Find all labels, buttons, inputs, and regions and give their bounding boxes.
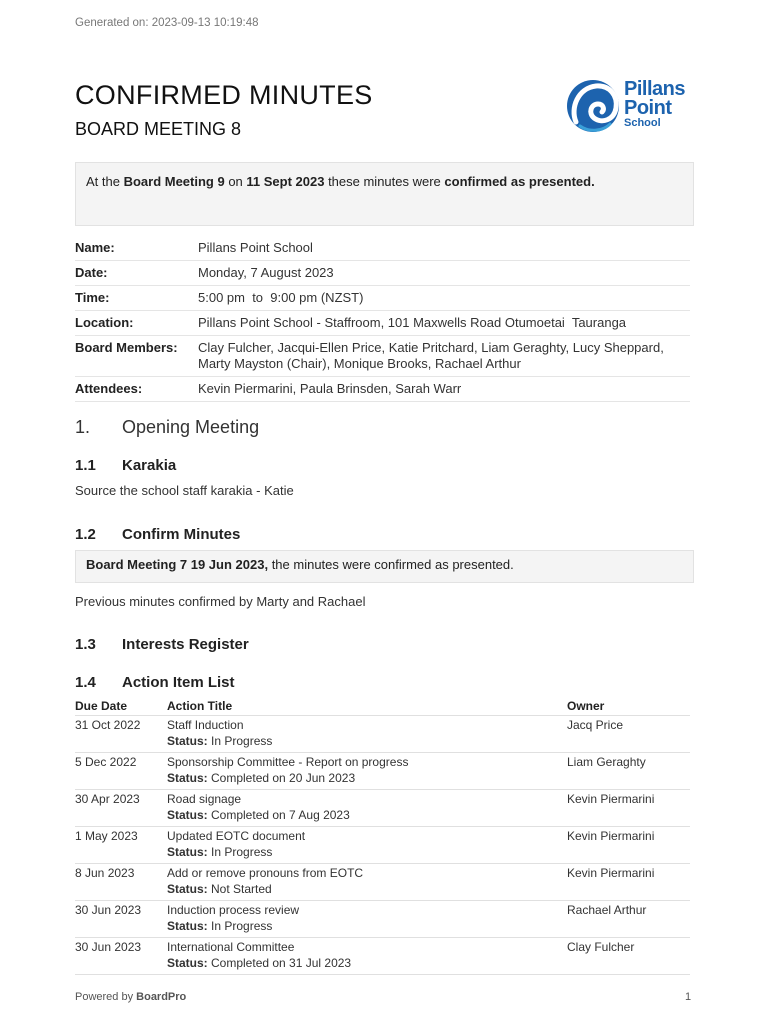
table-row <box>75 938 690 975</box>
column-header-due-date: Due Date <box>75 698 167 716</box>
meta-value: Pillans Point School - Staffroom, 101 Maxwells Road Otumoetai Tauranga <box>198 315 627 330</box>
action-title-cell: International Committee Status: Completed on 31 Jul 2023 <box>167 938 567 975</box>
meta-key: Board Members: <box>75 340 178 355</box>
meta-value: Monday, 7 August 2023 <box>198 265 334 280</box>
table-row <box>75 790 690 827</box>
logo-text-line1: Pillans <box>624 78 685 100</box>
meta-key: Name: <box>75 240 115 255</box>
logo-text-line3: School <box>624 117 661 129</box>
logo-text-line2: Point <box>624 97 672 119</box>
meta-key: Date: <box>75 265 108 280</box>
document-subtitle: BOARD MEETING 8 <box>75 119 242 139</box>
subsection-heading-action-item-list: 1.4 Action Item List <box>75 674 235 691</box>
confirm-minutes-note: Previous minutes confirmed by Marty and Rachael <box>75 594 366 609</box>
meta-row-attendees <box>75 377 690 402</box>
subsection-heading-interests-register: 1.3 Interests Register <box>75 636 249 653</box>
page-number: 1 <box>685 991 692 1003</box>
subsection-heading-confirm-minutes: 1.2 Confirm Minutes <box>75 526 241 543</box>
document-title: CONFIRMED MINUTES <box>75 80 373 110</box>
meta-value: Pillans Point School <box>198 240 313 255</box>
meta-value: Kevin Piermarini, Paula Brinsden, Sarah Warr <box>198 381 462 396</box>
due-date-cell: 5 Dec 2022 <box>75 753 167 790</box>
meta-key: Location: <box>75 315 134 330</box>
confirmation-box <box>75 162 694 226</box>
confirm-minutes-box <box>75 550 694 583</box>
generated-timestamp: Generated on: 2023-09-13 10:19:48 <box>75 17 259 29</box>
table-row <box>75 827 690 864</box>
meta-key: Time: <box>75 290 110 305</box>
karakia-text: Source the school staff karakia - Katie <box>75 483 294 498</box>
meta-value: Clay Fulcher, Jacqui-Ellen Price, Katie Pritchard, Liam Geraghty, Lucy Sheppard, Marty Mayston (Chair), Monique Brooks, Rachael Arthur <box>198 340 664 371</box>
wave-logo-icon <box>566 78 624 134</box>
meta-row-date <box>75 261 690 286</box>
meta-key: Attendees: <box>75 381 143 396</box>
action-title-cell: Road signage Status: Completed on 7 Aug 2023 <box>167 790 567 827</box>
action-item-table <box>75 698 690 975</box>
table-row <box>75 901 690 938</box>
due-date-cell: 31 Oct 2022 <box>75 716 167 753</box>
meta-row-time <box>75 286 690 311</box>
column-header-owner: Owner <box>567 698 690 716</box>
action-title-cell: Add or remove pronouns from EOTC Status: Not Started <box>167 864 567 901</box>
owner-cell: Kevin Piermarini <box>567 790 690 827</box>
owner-cell: Kevin Piermarini <box>567 864 690 901</box>
confirm-minutes-text: Board Meeting 7 19 Jun 2023, the minutes were confirmed as presented. <box>86 557 514 572</box>
owner-cell: Clay Fulcher <box>567 938 690 975</box>
due-date-cell: 1 May 2023 <box>75 827 167 864</box>
meeting-details <box>75 236 690 402</box>
due-date-cell: 30 Jun 2023 <box>75 938 167 975</box>
owner-cell: Liam Geraghty <box>567 753 690 790</box>
owner-cell: Jacq Price <box>567 716 690 753</box>
due-date-cell: 8 Jun 2023 <box>75 864 167 901</box>
action-title-cell: Sponsorship Committee - Report on progress Status: Completed on 20 Jun 2023 <box>167 753 567 790</box>
meta-value: 5:00 pm to 9:00 pm (NZST) <box>198 290 364 305</box>
table-row <box>75 753 690 790</box>
table-row <box>75 716 690 753</box>
meta-row-name <box>75 236 690 261</box>
section-heading-opening-meeting: 1. Opening Meeting <box>75 417 260 437</box>
action-title-cell: Induction process review Status: In Progress <box>167 901 567 938</box>
subsection-heading-karakia: 1.1 Karakia <box>75 457 177 474</box>
action-title-cell: Updated EOTC document Status: In Progress <box>167 827 567 864</box>
due-date-cell: 30 Jun 2023 <box>75 901 167 938</box>
due-date-cell: 30 Apr 2023 <box>75 790 167 827</box>
meta-row-board-members <box>75 336 690 377</box>
school-logo <box>566 78 694 134</box>
action-title-cell: Staff Induction Status: In Progress <box>167 716 567 753</box>
confirmation-text: At the Board Meeting 9 on 11 Sept 2023 these minutes were confirmed as presented. <box>86 174 595 189</box>
owner-cell: Rachael Arthur <box>567 901 690 938</box>
column-header-action-title: Action Title <box>167 698 567 716</box>
owner-cell: Kevin Piermarini <box>567 827 690 864</box>
table-row <box>75 864 690 901</box>
table-header-row <box>75 698 690 716</box>
footer-powered-by: Powered by BoardPro <box>75 991 187 1003</box>
meta-row-location <box>75 311 690 336</box>
